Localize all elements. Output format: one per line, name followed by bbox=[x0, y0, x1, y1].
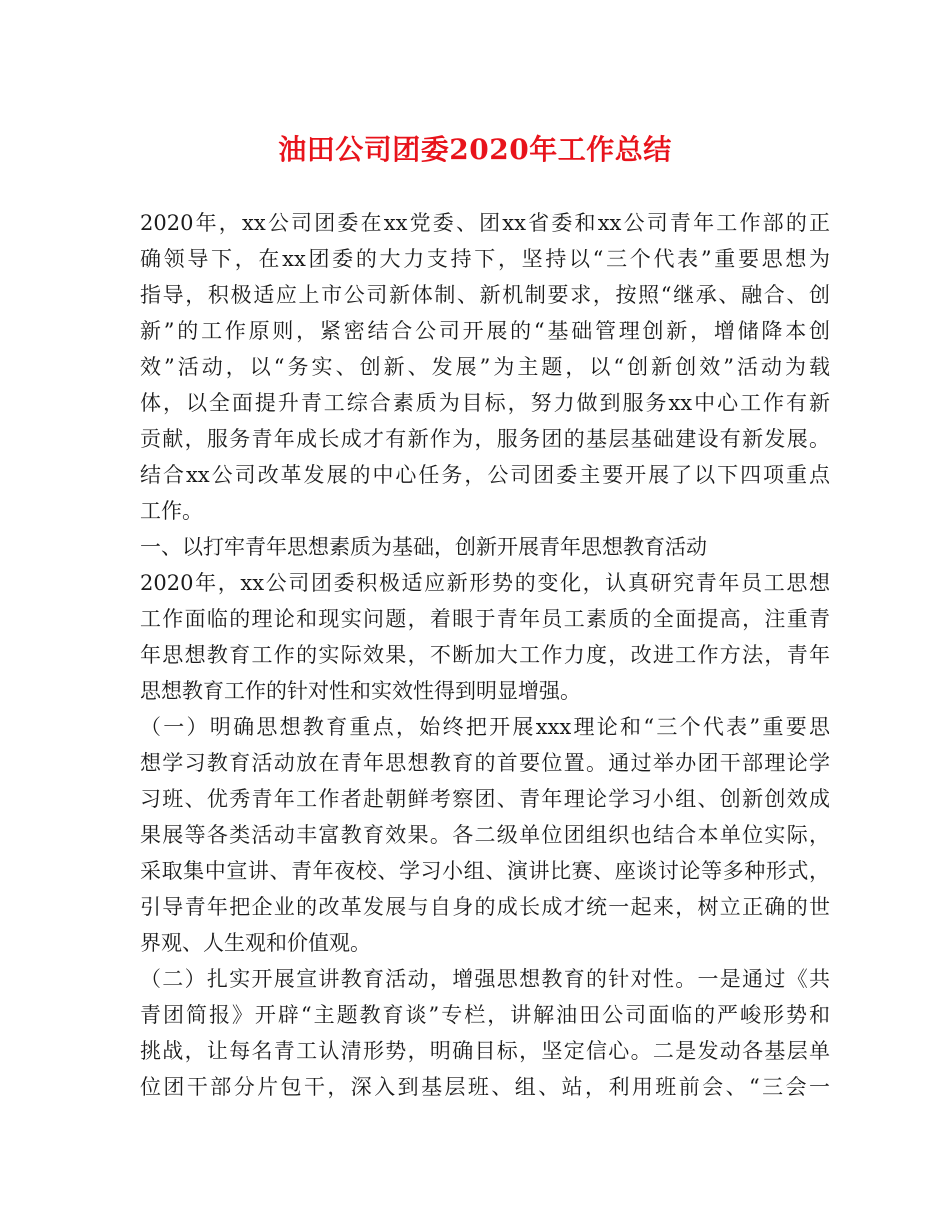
text-line: 确领导下，在xx团委的大力支持下，坚持以“三个代表”重要思想为 bbox=[140, 247, 830, 271]
text-line: 贡献，服务青年成长成才有新作为，服务团的基层基础建设有新发展。 bbox=[140, 427, 830, 451]
text-line: 2020年，xx公司团委在xx党委、团xx省委和xx公司青年工作部的正 bbox=[140, 211, 830, 235]
text-line: 一、以打牢青年思想素质为基础，创新开展青年思想教育活动 bbox=[140, 535, 707, 559]
text-line: 体，以全面提升青工综合素质为目标，努力做到服务xx中心工作有新 bbox=[140, 391, 830, 415]
text-line: （一）明确思想教育重点，始终把开展xxx理论和“三个代表”重要思 bbox=[140, 715, 830, 739]
text-line: 思想教育工作的针对性和实效性得到明显增强。 bbox=[140, 679, 581, 703]
text-line: 想学习教育活动放在青年思想教育的首要位置。通过举办团干部理论学 bbox=[140, 751, 830, 775]
document-body bbox=[140, 205, 830, 1105]
text-line: 指导，积极适应上市公司新体制、新机制要求，按照“继承、融合、创 bbox=[140, 283, 830, 307]
text-line: 年思想教育工作的实际效果，不断加大工作力度，改进工作方法，青年 bbox=[140, 643, 830, 667]
text-line: 结合xx公司改革发展的中心任务，公司团委主要开展了以下四项重点 bbox=[140, 463, 830, 487]
text-line: 引导青年把企业的改革发展与自身的成长成才统一起来，树立正确的世 bbox=[140, 895, 830, 919]
text-line: 果展等各类活动丰富教育效果。各二级单位团组织也结合本单位实际， bbox=[140, 823, 830, 847]
text-line: 采取集中宣讲、青年夜校、学习小组、演讲比赛、座谈讨论等多种形式， bbox=[140, 859, 830, 883]
document-title: 油田公司团委2020年工作总结 bbox=[278, 133, 672, 166]
text-line: （二）扎实开展宣讲教育活动，增强思想教育的针对性。一是通过《共 bbox=[140, 967, 830, 991]
text-line: 挑战，让每名青工认清形势，明确目标，坚定信心。二是发动各基层单 bbox=[140, 1039, 830, 1063]
text-line: 界观、人生观和价值观。 bbox=[140, 931, 371, 955]
text-line: 工作。 bbox=[140, 499, 203, 523]
text-line: 2020年，xx公司团委积极适应新形势的变化，认真研究青年员工思想 bbox=[140, 571, 830, 595]
text-line: 新”的工作原则，紧密结合公司开展的“基础管理创新，增储降本创 bbox=[140, 319, 830, 343]
text-line: 位团干部分片包干，深入到基层班、组、站，利用班前会、“三会一 bbox=[140, 1075, 830, 1099]
text-line: 青团简报》开辟“主题教育谈”专栏，讲解油田公司面临的严峻形势和 bbox=[140, 1003, 830, 1027]
text-line: 习班、优秀青年工作者赴朝鲜考察团、青年理论学习小组、创新创效成 bbox=[140, 787, 830, 811]
text-line: 效”活动，以“务实、创新、发展”为主题，以“创新创效”活动为载 bbox=[140, 355, 830, 379]
text-line: 工作面临的理论和现实问题，着眼于青年员工素质的全面提高，注重青 bbox=[140, 607, 830, 631]
